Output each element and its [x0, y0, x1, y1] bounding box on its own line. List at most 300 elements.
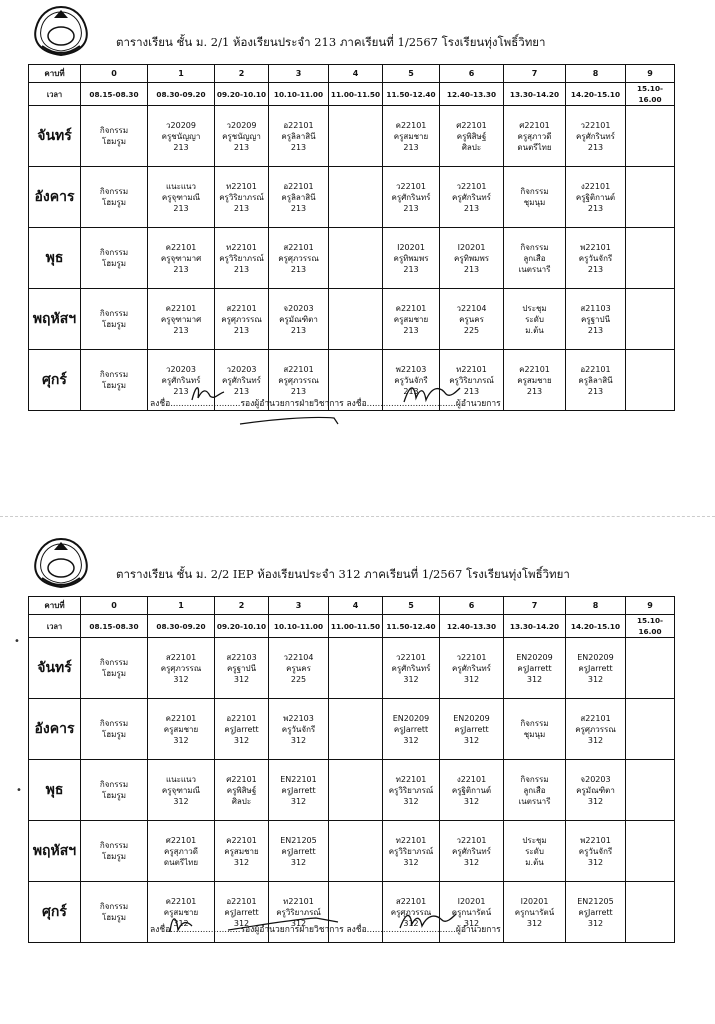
room: 213	[233, 142, 250, 152]
subject-code: ค22101	[395, 120, 427, 130]
subject-code: ท22101	[456, 364, 487, 374]
teacher-name: ครูศักรินทร์	[222, 375, 261, 385]
subject-code: กิจกรรม	[99, 309, 129, 318]
school-emblem-icon	[30, 536, 92, 590]
subject-code: ว22101	[580, 120, 611, 130]
class-cell	[440, 760, 504, 821]
subject-code: กิจกรรม	[520, 187, 549, 196]
room: 312	[463, 796, 480, 806]
subject-code: แนะแนว	[165, 181, 197, 191]
subject-code: I20201	[457, 242, 486, 252]
class-cell	[626, 760, 675, 821]
room: 213	[403, 142, 419, 152]
teacher-name: ครูกนารัตน์	[451, 907, 492, 917]
teacher-name: ครูสมชาย	[163, 907, 199, 917]
room: 312	[290, 796, 307, 806]
day-name: จันทร์	[29, 106, 81, 167]
class-cell	[566, 350, 626, 411]
teacher-name: ครูศักรินทร์	[452, 192, 491, 202]
subject-code: I20201	[397, 242, 425, 252]
teacher-name: ครูJarrett	[454, 724, 489, 734]
room: 213	[233, 264, 250, 274]
subject-code: อ22101	[283, 181, 314, 191]
subject-code: ว22101	[396, 181, 426, 191]
class-cell	[148, 167, 215, 228]
subject-code: ว20203	[226, 364, 257, 374]
subject-code: อ22101	[580, 364, 611, 374]
period-number: 0	[81, 65, 148, 83]
class-cell	[626, 882, 675, 943]
room: 213	[173, 203, 189, 213]
class-cell	[269, 638, 329, 699]
time-slot: 08.30-09.20	[148, 615, 215, 638]
period-number: 8	[566, 597, 626, 615]
teacher-name: ครูJarrett	[281, 846, 316, 856]
class-cell	[329, 699, 383, 760]
teacher-name: ครูศักรินทร์	[161, 375, 201, 385]
day-name: พุธ	[29, 760, 81, 821]
room: 312	[526, 918, 543, 928]
day-name: พฤหัสฯ	[29, 821, 81, 882]
subject-code: ว22104	[456, 303, 487, 313]
teacher-name: ครูจุฑามณี	[161, 785, 201, 795]
period-number: 2	[215, 65, 269, 83]
teacher-name: ครูศุภวรรณ	[390, 907, 432, 917]
room: 213	[403, 386, 419, 396]
timetable	[28, 596, 675, 943]
class-cell	[383, 167, 440, 228]
subject-code: กิจกรรม	[99, 658, 129, 667]
subject-code: กิจกรรม	[520, 242, 549, 252]
room: 213	[290, 386, 307, 396]
room: 213	[587, 203, 604, 213]
teacher-name: ครูนคร	[286, 663, 311, 673]
room: 213	[173, 386, 189, 396]
room: 312	[290, 918, 307, 928]
teacher-name: ครูฐาปนี	[226, 663, 257, 673]
subject-code: ศ22101	[456, 120, 487, 130]
class-cell	[383, 699, 440, 760]
subject-code: ค22101	[519, 364, 550, 374]
class-cell	[269, 699, 329, 760]
room: 213	[233, 203, 250, 213]
teacher-name: ครูจุฑามาศ	[160, 314, 202, 324]
period-number: 4	[329, 65, 383, 83]
subject-code: จ20203	[283, 303, 314, 313]
room: ศิลปะ	[461, 142, 482, 152]
teacher-name: ระดับ	[525, 846, 544, 856]
room: 213	[290, 142, 307, 152]
teacher-name: ครูฐิติกานต์	[451, 785, 492, 795]
room: ศิลปะ	[231, 796, 252, 806]
page-divider	[0, 516, 715, 517]
room: 312	[173, 735, 189, 745]
class-cell	[626, 821, 675, 882]
class-cell	[148, 821, 215, 882]
period-number: 8	[566, 65, 626, 83]
time-slot: 10.10-11.00	[269, 615, 329, 638]
class-cell	[504, 699, 566, 760]
room: 312	[463, 674, 480, 684]
time-slot: 11.00-11.50	[329, 83, 383, 106]
room: 312	[233, 674, 250, 684]
teacher-name: ครูJarrett	[224, 907, 259, 917]
subject-code: ง22101	[456, 774, 487, 784]
time-slot: 13.30-14.20	[504, 615, 566, 638]
subject-code: ค22101	[165, 242, 197, 252]
teacher-name: โฮมรูม	[101, 320, 127, 329]
teacher-name: ครูสุภาวดี	[164, 846, 198, 856]
day-row	[29, 289, 675, 350]
subject-code: I20201	[457, 896, 486, 906]
teacher-name: ครูJarrett	[224, 724, 259, 734]
teacher-name: ครูชนัญญา	[161, 131, 201, 141]
time-slot: 11.00-11.50	[329, 615, 383, 638]
teacher-name: โฮมรูม	[101, 669, 127, 678]
subject-code: ท22101	[283, 896, 314, 906]
class-cell	[329, 638, 383, 699]
room: 213	[587, 386, 604, 396]
room: 312	[173, 796, 189, 806]
subject-code: ค22101	[395, 303, 427, 313]
teacher-name: ครูวิริยาภรณ์	[276, 907, 321, 917]
class-cell	[566, 882, 626, 943]
subject-code: ว20209	[166, 120, 196, 130]
day-row	[29, 760, 675, 821]
subject-code: EN21205	[280, 835, 317, 845]
subject-code: ค22101	[165, 896, 197, 906]
teacher-name: โฮมรูม	[101, 198, 127, 207]
room: 225	[290, 674, 307, 684]
time-slot: 12.40-13.30	[440, 83, 504, 106]
subject-code: ว22101	[396, 652, 426, 662]
class-cell	[440, 638, 504, 699]
room: 213	[290, 264, 307, 274]
subject-code: ท22101	[226, 181, 257, 191]
room: 312	[233, 857, 250, 867]
subject-code: ส22101	[283, 242, 314, 252]
class-cell	[269, 760, 329, 821]
day-row	[29, 106, 675, 167]
room: 312	[587, 735, 604, 745]
room: 312	[463, 735, 480, 745]
teacher-name: ครูศุภวรรณ	[575, 724, 616, 734]
period-header-row	[29, 65, 675, 83]
subject-code: ศ22101	[519, 120, 550, 130]
teacher-name: โฮมรูม	[101, 730, 127, 739]
subject-code: ค22101	[226, 835, 257, 845]
class-cell	[148, 228, 215, 289]
class-cell	[504, 882, 566, 943]
class-cell	[148, 106, 215, 167]
subject-code: EN20209	[577, 652, 614, 662]
subject-code: ประชุม	[522, 835, 547, 845]
time-slot: 09.20-10.10	[215, 615, 269, 638]
room: ดนตรีไทย	[163, 857, 199, 867]
class-cell	[215, 821, 269, 882]
room: 213	[403, 264, 419, 274]
subject-code: ค22101	[165, 713, 197, 723]
room: 312	[290, 857, 307, 867]
time-label: เวลา	[29, 83, 81, 106]
signature-scribble-1	[166, 910, 200, 936]
subject-code: ว22101	[456, 835, 487, 845]
period-number: 6	[440, 597, 504, 615]
class-cell	[566, 289, 626, 350]
day-row	[29, 228, 675, 289]
subject-code: กิจกรรม	[99, 780, 129, 789]
room: ม.ต้น	[525, 857, 544, 867]
teacher-name: ครูสมชาย	[224, 846, 259, 856]
room: 213	[463, 264, 480, 274]
teacher-name: ครูจุฑามณี	[161, 192, 201, 202]
class-cell	[81, 228, 148, 289]
margin-mark: •	[14, 636, 20, 647]
room: 312	[403, 735, 419, 745]
signature-scribble-2	[400, 378, 464, 408]
class-cell	[215, 699, 269, 760]
teacher-name: ครูสมชาย	[393, 131, 429, 141]
room: 312	[526, 674, 543, 684]
teacher-name: โฮมรูม	[101, 137, 127, 146]
period-number: 3	[269, 597, 329, 615]
teacher-name: ระดับ	[525, 314, 544, 324]
timetable	[28, 64, 675, 411]
room: 213	[463, 386, 480, 396]
class-cell	[148, 289, 215, 350]
class-cell	[383, 760, 440, 821]
class-cell	[81, 350, 148, 411]
period-number: 0	[81, 597, 148, 615]
teacher-name: โฮมรูม	[101, 913, 127, 922]
room: 312	[463, 918, 480, 928]
teacher-name: ครูศักรินทร์	[576, 131, 615, 141]
page-title: ตารางเรียน ชั้น ม. 2/2 IEP ห้องเรียนประจำ 312 ภาคเรียนที่ 1/2567 โรงเรียนทุ่งโพธิ์วิทยา	[116, 567, 570, 581]
teacher-name: ครูมัณฑิตา	[576, 785, 615, 795]
subject-code: กิจกรรม	[520, 774, 549, 784]
class-cell	[81, 882, 148, 943]
class-cell	[566, 760, 626, 821]
teacher-name: ครูศุภวรรณ	[278, 253, 319, 263]
class-cell	[215, 638, 269, 699]
subject-code: กิจกรรม	[99, 187, 129, 196]
signature-underline	[238, 410, 348, 430]
class-cell	[383, 638, 440, 699]
day-row	[29, 821, 675, 882]
class-cell	[440, 228, 504, 289]
class-cell	[329, 289, 383, 350]
class-cell	[504, 821, 566, 882]
subject-code: กิจกรรม	[99, 902, 129, 911]
subject-code: ว22101	[456, 181, 487, 191]
room: 213	[526, 386, 543, 396]
teacher-name: ครูศุภวรรณ	[221, 314, 262, 324]
subject-code: ส22101	[580, 713, 611, 723]
class-cell	[504, 228, 566, 289]
subject-code: กิจกรรม	[520, 719, 549, 728]
teacher-name: ครูวิริยาภรณ์	[388, 785, 434, 795]
signature-line: ลงชื่อ..........................รองผู้อำนวยการฝ่ายวิชาการ ลงชื่อ.................................ผู้อำนวยการ	[150, 399, 501, 409]
period-number: 3	[269, 65, 329, 83]
time-slot: 15.10-16.00	[626, 615, 675, 638]
room: 213	[233, 325, 250, 335]
teacher-name: ครูทิพมพร	[393, 253, 429, 263]
teacher-name: ครูวันจักรี	[394, 375, 428, 385]
teacher-name: ครูพิสิษฐ์	[226, 785, 257, 795]
teacher-name: ครูศักรินทร์	[391, 663, 431, 673]
teacher-name: ลูกเสือ	[523, 253, 546, 263]
room: 213	[587, 142, 604, 152]
subject-code: ส22103	[226, 652, 257, 662]
room: ดนตรีไทย	[517, 142, 552, 152]
teacher-name: ครูศักรินทร์	[452, 846, 491, 856]
class-cell	[566, 106, 626, 167]
subject-code: EN20209	[516, 652, 553, 662]
subject-code: ท22101	[395, 774, 427, 784]
period-number: 1	[148, 65, 215, 83]
room: 312	[403, 857, 419, 867]
class-cell	[215, 289, 269, 350]
room: 312	[587, 674, 604, 684]
subject-code: ว20209	[226, 120, 257, 130]
period-label: คาบที่	[29, 65, 81, 83]
teacher-name: ครูวิริยาภรณ์	[219, 253, 264, 263]
class-cell	[81, 638, 148, 699]
period-number: 5	[383, 597, 440, 615]
teacher-name: ครูวันจักรี	[578, 846, 613, 856]
room: 312	[403, 918, 419, 928]
teacher-name: ครูศุภวรรณ	[160, 663, 202, 673]
subject-code: ศ22101	[226, 774, 257, 784]
subject-code: ว20203	[166, 364, 196, 374]
subject-code: ส22101	[226, 303, 257, 313]
room: 312	[587, 918, 604, 928]
signature-scribble-1	[188, 380, 228, 406]
class-cell	[626, 350, 675, 411]
class-cell	[81, 167, 148, 228]
subject-code: กิจกรรม	[99, 719, 129, 728]
class-cell	[148, 638, 215, 699]
teacher-name: ชุมนุม	[523, 730, 546, 739]
subject-code: ง22101	[580, 181, 611, 191]
class-cell	[440, 699, 504, 760]
class-cell	[504, 638, 566, 699]
teacher-name: ครูลิลาสินี	[578, 375, 613, 385]
subject-code: พ22101	[580, 835, 611, 845]
day-row	[29, 699, 675, 760]
teacher-name: ครูฐาปนี	[580, 314, 611, 324]
period-number: 5	[383, 65, 440, 83]
teacher-name: ครูสมชาย	[517, 375, 552, 385]
subject-code: EN20209	[453, 713, 490, 723]
class-cell	[215, 228, 269, 289]
class-cell	[81, 821, 148, 882]
class-cell	[81, 289, 148, 350]
class-cell	[626, 638, 675, 699]
room: 312	[403, 796, 419, 806]
class-cell	[440, 106, 504, 167]
room: 213	[403, 203, 419, 213]
teacher-name: ชุมนุม	[523, 198, 546, 207]
day-name: ศุกร์	[29, 350, 81, 411]
signature-underline	[226, 912, 346, 934]
period-number: 7	[504, 597, 566, 615]
class-cell	[440, 821, 504, 882]
subject-code: EN22101	[280, 774, 317, 784]
teacher-name: ครูJarrett	[578, 663, 613, 673]
time-slot: 08.15-08.30	[81, 615, 148, 638]
period-number: 6	[440, 65, 504, 83]
signature-scribble-2	[396, 906, 460, 934]
class-cell	[215, 106, 269, 167]
subject-code: ประชุม	[522, 303, 547, 313]
class-cell	[329, 167, 383, 228]
teacher-name: โฮมรูม	[101, 381, 127, 390]
subject-code: EN20209	[392, 713, 430, 723]
class-cell	[383, 821, 440, 882]
subject-code: ท22101	[395, 835, 427, 845]
day-name: อังคาร	[29, 699, 81, 760]
time-slot: 11.50-12.40	[383, 615, 440, 638]
period-number: 9	[626, 65, 675, 83]
period-number: 2	[215, 597, 269, 615]
teacher-name: ครูสุภาวดี	[517, 131, 552, 141]
subject-code: ว22101	[456, 652, 487, 662]
class-cell	[269, 821, 329, 882]
time-slot: 08.30-09.20	[148, 83, 215, 106]
class-cell	[383, 228, 440, 289]
day-name: อังคาร	[29, 167, 81, 228]
class-cell	[383, 106, 440, 167]
period-number: 1	[148, 597, 215, 615]
time-row	[29, 615, 675, 638]
class-cell	[566, 821, 626, 882]
day-row	[29, 167, 675, 228]
period-number: 9	[626, 597, 675, 615]
period-number: 4	[329, 597, 383, 615]
teacher-name: ครูJarrett	[517, 663, 552, 673]
day-name: จันทร์	[29, 638, 81, 699]
teacher-name: ครูลิลาสินี	[281, 131, 316, 141]
class-cell	[81, 699, 148, 760]
time-slot: 15.10-16.00	[626, 83, 675, 106]
subject-code: ค22101	[165, 303, 197, 313]
time-slot: 14.20-15.10	[566, 615, 626, 638]
class-cell	[440, 289, 504, 350]
class-cell	[566, 699, 626, 760]
teacher-name: ครูศักรินทร์	[391, 192, 431, 202]
room: 213	[173, 325, 189, 335]
page-title: ตารางเรียน ชั้น ม. 2/1 ห้องเรียนประจำ 213 ภาคเรียนที่ 1/2567 โรงเรียนทุ่งโพธิ์วิทยา	[116, 35, 546, 49]
teacher-name: ครูJarrett	[393, 724, 429, 734]
class-cell	[329, 106, 383, 167]
teacher-name: ครูกนารัตน์	[514, 907, 555, 917]
teacher-name: ครูฐิติกานต์	[575, 192, 616, 202]
teacher-name: ครูจุฑามาศ	[160, 253, 202, 263]
subject-code: อ22101	[283, 120, 314, 130]
time-slot: 13.30-14.20	[504, 83, 566, 106]
subject-code: อ22101	[226, 896, 257, 906]
room: 312	[403, 674, 419, 684]
school-emblem-icon	[30, 4, 92, 58]
time-slot: 09.20-10.10	[215, 83, 269, 106]
teacher-name: ครูสมชาย	[393, 314, 429, 324]
teacher-name: ครูJarrett	[281, 785, 316, 795]
teacher-name: โฮมรูม	[101, 259, 127, 268]
room: 213	[290, 203, 307, 213]
teacher-name: ครูมัณฑิตา	[279, 314, 318, 324]
class-cell	[504, 289, 566, 350]
